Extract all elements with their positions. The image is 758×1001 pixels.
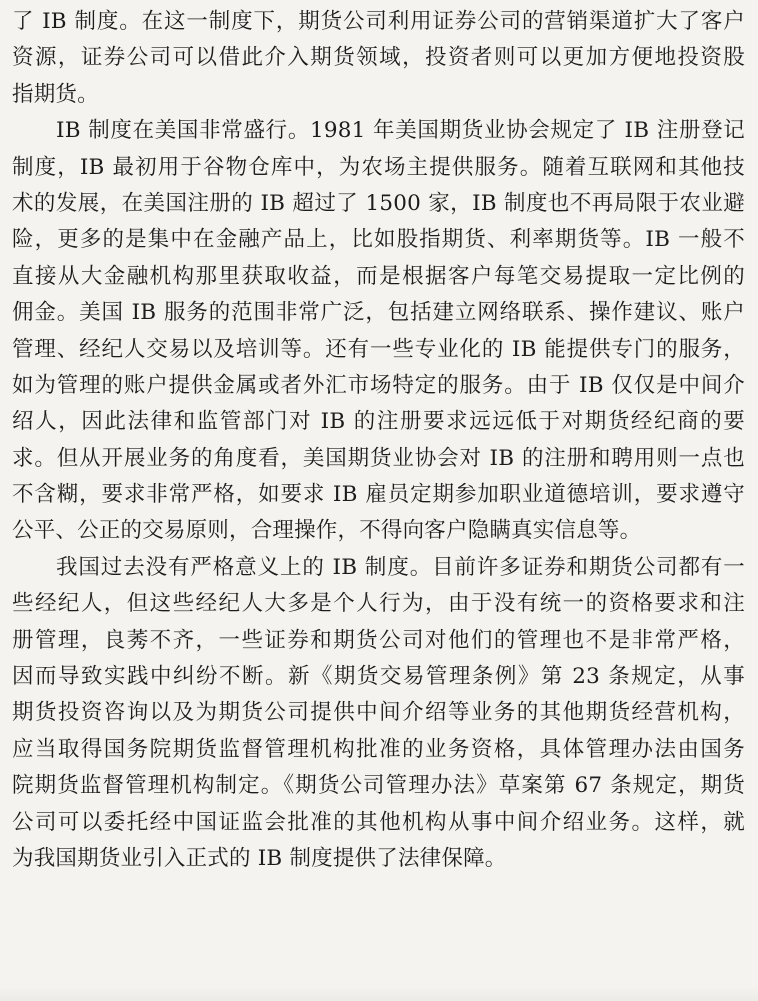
text-line: 直接从大金融机构那里获取收益，而是根据客户每笔交易提取一定比例的 <box>12 263 745 289</box>
text-line: 为我国期货业引入正式的 IB 制度提供了法律保障。 <box>12 845 507 871</box>
text-line: 院期货监督管理机构制定。《期货公司管理办法》草案第 67 条规定，期货 <box>12 773 745 799</box>
text-line: 求。但从开展业务的角度看，美国期货业协会对 IB 的注册和聘用则一点也 <box>12 445 745 471</box>
text-line: 如为管理的账户提供金属或者外汇市场特定的服务。由于 IB 仅仅是中间介 <box>12 372 745 398</box>
paragraph-2 <box>0 113 758 550</box>
paragraph-3 <box>0 550 758 878</box>
text-line: 指期货。 <box>12 81 99 107</box>
text-line: 了 IB 制度。在这一制度下，期货公司利用证券公司的营销渠道扩大了客户 <box>12 9 745 34</box>
text-line: 公司可以委托经中国证监会批准的其他机构从事中间介绍业务。这样，就 <box>12 809 745 835</box>
text-line: 因而导致实践中纠纷不断。新《期货交易管理条例》第 23 条规定，从事 <box>12 664 745 690</box>
text-line: 册管理，良莠不齐，一些证券和期货公司对他们的管理也不是非常严格， <box>12 627 745 653</box>
text-line: 些经纪人，但这些经纪人大多是个人行为，由于没有统一的资格要求和注 <box>12 591 745 617</box>
text-line: IB 制度在美国非常盛行。1981 年美国期货业协会规定了 IB 注册登记 <box>56 118 745 144</box>
text-line: 佣金。美国 IB 服务的范围非常广泛，包括建立网络联系、操作建议、账户 <box>12 300 745 326</box>
text-line: 期货投资咨询以及为期货公司提供中间介绍等业务的其他期货经营机构， <box>12 700 745 726</box>
text-line: 术的发展，在美国注册的 IB 超过了 1500 家，IB 制度也不再局限于农业避 <box>12 190 745 216</box>
text-line: 我国过去没有严格意义上的 IB 制度。目前许多证券和期货公司都有一 <box>56 554 745 580</box>
paragraph-1 <box>0 4 758 113</box>
text-line: 险，更多的是集中在金融产品上，比如股指期货、利率期货等。IB 一般不 <box>12 227 745 253</box>
text-line: 资源，证券公司可以借此介入期货领域，投资者则可以更加方便地投资股 <box>12 45 745 71</box>
text-line: 不含糊，要求非常严格，如要求 IB 雇员定期参加职业道德培训，要求遵守 <box>12 482 745 508</box>
page-edge-shadow <box>0 987 758 1001</box>
text-line: 管理、经纪人交易以及培训等。还有一些专业化的 IB 能提供专门的服务， <box>12 336 745 362</box>
text-line: 公平、公正的交易原则，合理操作，不得向客户隐瞒真实信息等。 <box>12 518 642 544</box>
text-line: 应当取得国务院期货监督管理机构批准的业务资格，具体管理办法由国务 <box>12 736 745 762</box>
text-line: 制度，IB 最初用于谷物仓库中，为农场主提供服务。随着互联网和其他技 <box>12 154 745 180</box>
text-line: 绍人，因此法律和监管部门对 IB 的注册要求远远低于对期货经纪商的要 <box>12 409 745 435</box>
